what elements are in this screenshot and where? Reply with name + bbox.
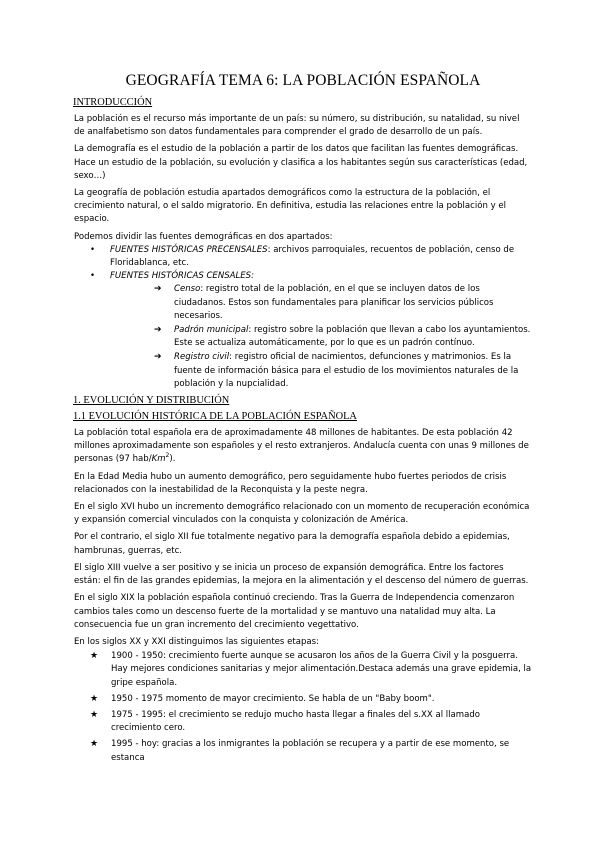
star-icon: ★ <box>90 739 99 750</box>
registro-label: Registro civil <box>174 352 230 363</box>
list-item <box>74 351 532 391</box>
sources-list <box>74 244 532 284</box>
censal-sources-list <box>74 283 532 391</box>
intro-paragraph-1: La población es el recurso más importante de un país: su número, su distribución, su natalidad, su nivel de analfabetismo son datos fundamentales para comprender el grado de desarrollo de un país. <box>74 114 520 138</box>
bullet-icon: • <box>90 244 96 255</box>
document-title: GEOGRAFÍA TEMA 6: LA POBLACIÓN ESPAÑOLA <box>125 72 481 89</box>
list-item <box>74 270 532 283</box>
arrow-right-icon: ➔ <box>154 352 162 363</box>
subsection-heading: 1.1 EVOLUCIÓN HISTÓRICA DE LA POBLACIÓN ESPAÑOLA <box>73 411 357 423</box>
evolution-paragraph-7: En los siglos XX y XXI distinguimos las siguientes etapas: <box>74 636 319 647</box>
bullet-icon: • <box>90 271 96 282</box>
evolution-paragraph-3: En el siglo XVI hubo un incremento demográfico relacionado con un momento de recuperación económica y expansión comercial vinculados con la conquista y colonización de América. <box>74 502 530 526</box>
precensal-text: : archivos parroquiales, recuentos de población, censo de Floridablanca, etc. <box>110 244 515 269</box>
intro-paragraph-4: Podemos dividir las fuentes demográficas en dos apartados: <box>74 231 333 242</box>
padron-text: : registro sobre la población que llevan a cabo los ayuntamientos. Este se actualiza automáticamente, por lo que es un padrón contínuo. <box>174 325 531 349</box>
intro-heading: INTRODUCCIÓN <box>73 97 153 108</box>
intro-paragraph-2: La demografía es el estudio de la población a partir de los datos que facilitan las fuentes demográficas. Hace un estudio de la población, su evolución y clasifica a los habitantes según sus características (edad, sexo…) <box>74 144 528 181</box>
list-item: ★ 1975 - 1995: el crecimiento se redujo mucho hasta llegar a finales del s.XX al llamado crecimiento cero. <box>90 709 480 734</box>
star-icon: ★ <box>90 693 99 704</box>
precensal-label: FUENTES HISTÓRICAS PRECENSALES <box>110 244 268 255</box>
evolution-paragraph-5: El siglo XIII vuelve a ser positivo y se inicia un proceso de expansión demográfica. Entre los factores están: el fin de las grandes epidemias, la mejora en la alimentación y el descenso del número de guerras. <box>74 562 529 587</box>
list-item: ★ 1950 - 1975 momento de mayor crecimiento. Se habla de un "Baby boom". <box>74 693 532 706</box>
padron-label: Padrón municipal <box>174 325 249 336</box>
unit-km: Km <box>151 454 166 465</box>
registro-text: : registro oficial de nacimientos, defunciones y matrimonios. Es la fuente de información básica para el estudio de los movimientos naturales de la población y la nupcialidad. <box>174 352 519 389</box>
censal-label: FUENTES HISTÓRICAS CENSALES: <box>110 271 254 282</box>
list-item <box>74 283 532 323</box>
document-page <box>74 72 532 768</box>
intro-paragraph-3: La geografía de población estudia apartados demográficos como la estructura de la población, el crecimiento natural, o el saldo migratorio. En definitiva, estudia las relaciones entre la población y el espacio. <box>74 188 507 225</box>
censo-label: Censo <box>174 284 201 295</box>
section-heading: 1. EVOLUCIÓN Y DISTRIBUCIÓN <box>73 395 230 407</box>
list-item <box>74 244 532 270</box>
arrow-right-icon: ➔ <box>154 325 162 336</box>
list-item: ★ 1995 - hoy: gracias a los inmigrantes la población se recupera y a partir de ese momento, se estanca <box>90 739 510 763</box>
arrow-right-icon: ➔ <box>154 284 162 295</box>
star-icon: ★ <box>90 709 99 720</box>
stages-list <box>74 650 532 765</box>
evolution-paragraph-1: La población total española era de aproximadamente 48 millones de habitantes. De esta población 42 millones aproximadamente son españoles y el resto extranjeros. Andalucía cuenta con unas 9 millones de personas (97 hab/Km$^2$). <box>74 428 529 465</box>
censo-text: : registro total de la población, en el que se incluyen datos de los ciudadanos. Estos son fundamentales para planificar los servicios públicos necesarios. <box>174 284 494 321</box>
list-item: ★ 1900 - 1950: crecimiento fuerte aunque se acusaron los años de la Guerra Civil y la posguerra. Hay mejores condiciones sanitarias y mejor alimentación.Destaca además una grave epidemia, la gripe española. <box>90 651 532 688</box>
evolution-paragraph-6: En el siglo XIX la población española continuó creciendo. Tras la Guerra de Independencia comenzaron cambios tales como un descenso fuerte de la mortalidad y se mantuvo una natalidad muy alta. La consecuencia fue un gran incremento del crecimiento vegettativo. <box>74 593 515 630</box>
evolution-paragraph-4: Por el contrario, el siglo XII fue totalmente negativo para la demografía española debido a epidemias, hambrunas, guerras, etc. <box>74 532 510 556</box>
list-item <box>74 324 532 350</box>
star-icon: ★ <box>90 651 99 662</box>
evolution-paragraph-2: En la Edad Media hubo un aumento demográfico, pero seguidamente hubo fuertes periodos de crisis relacionados con la inestabilidad de la Reconquista y la peste negra. <box>74 471 507 495</box>
